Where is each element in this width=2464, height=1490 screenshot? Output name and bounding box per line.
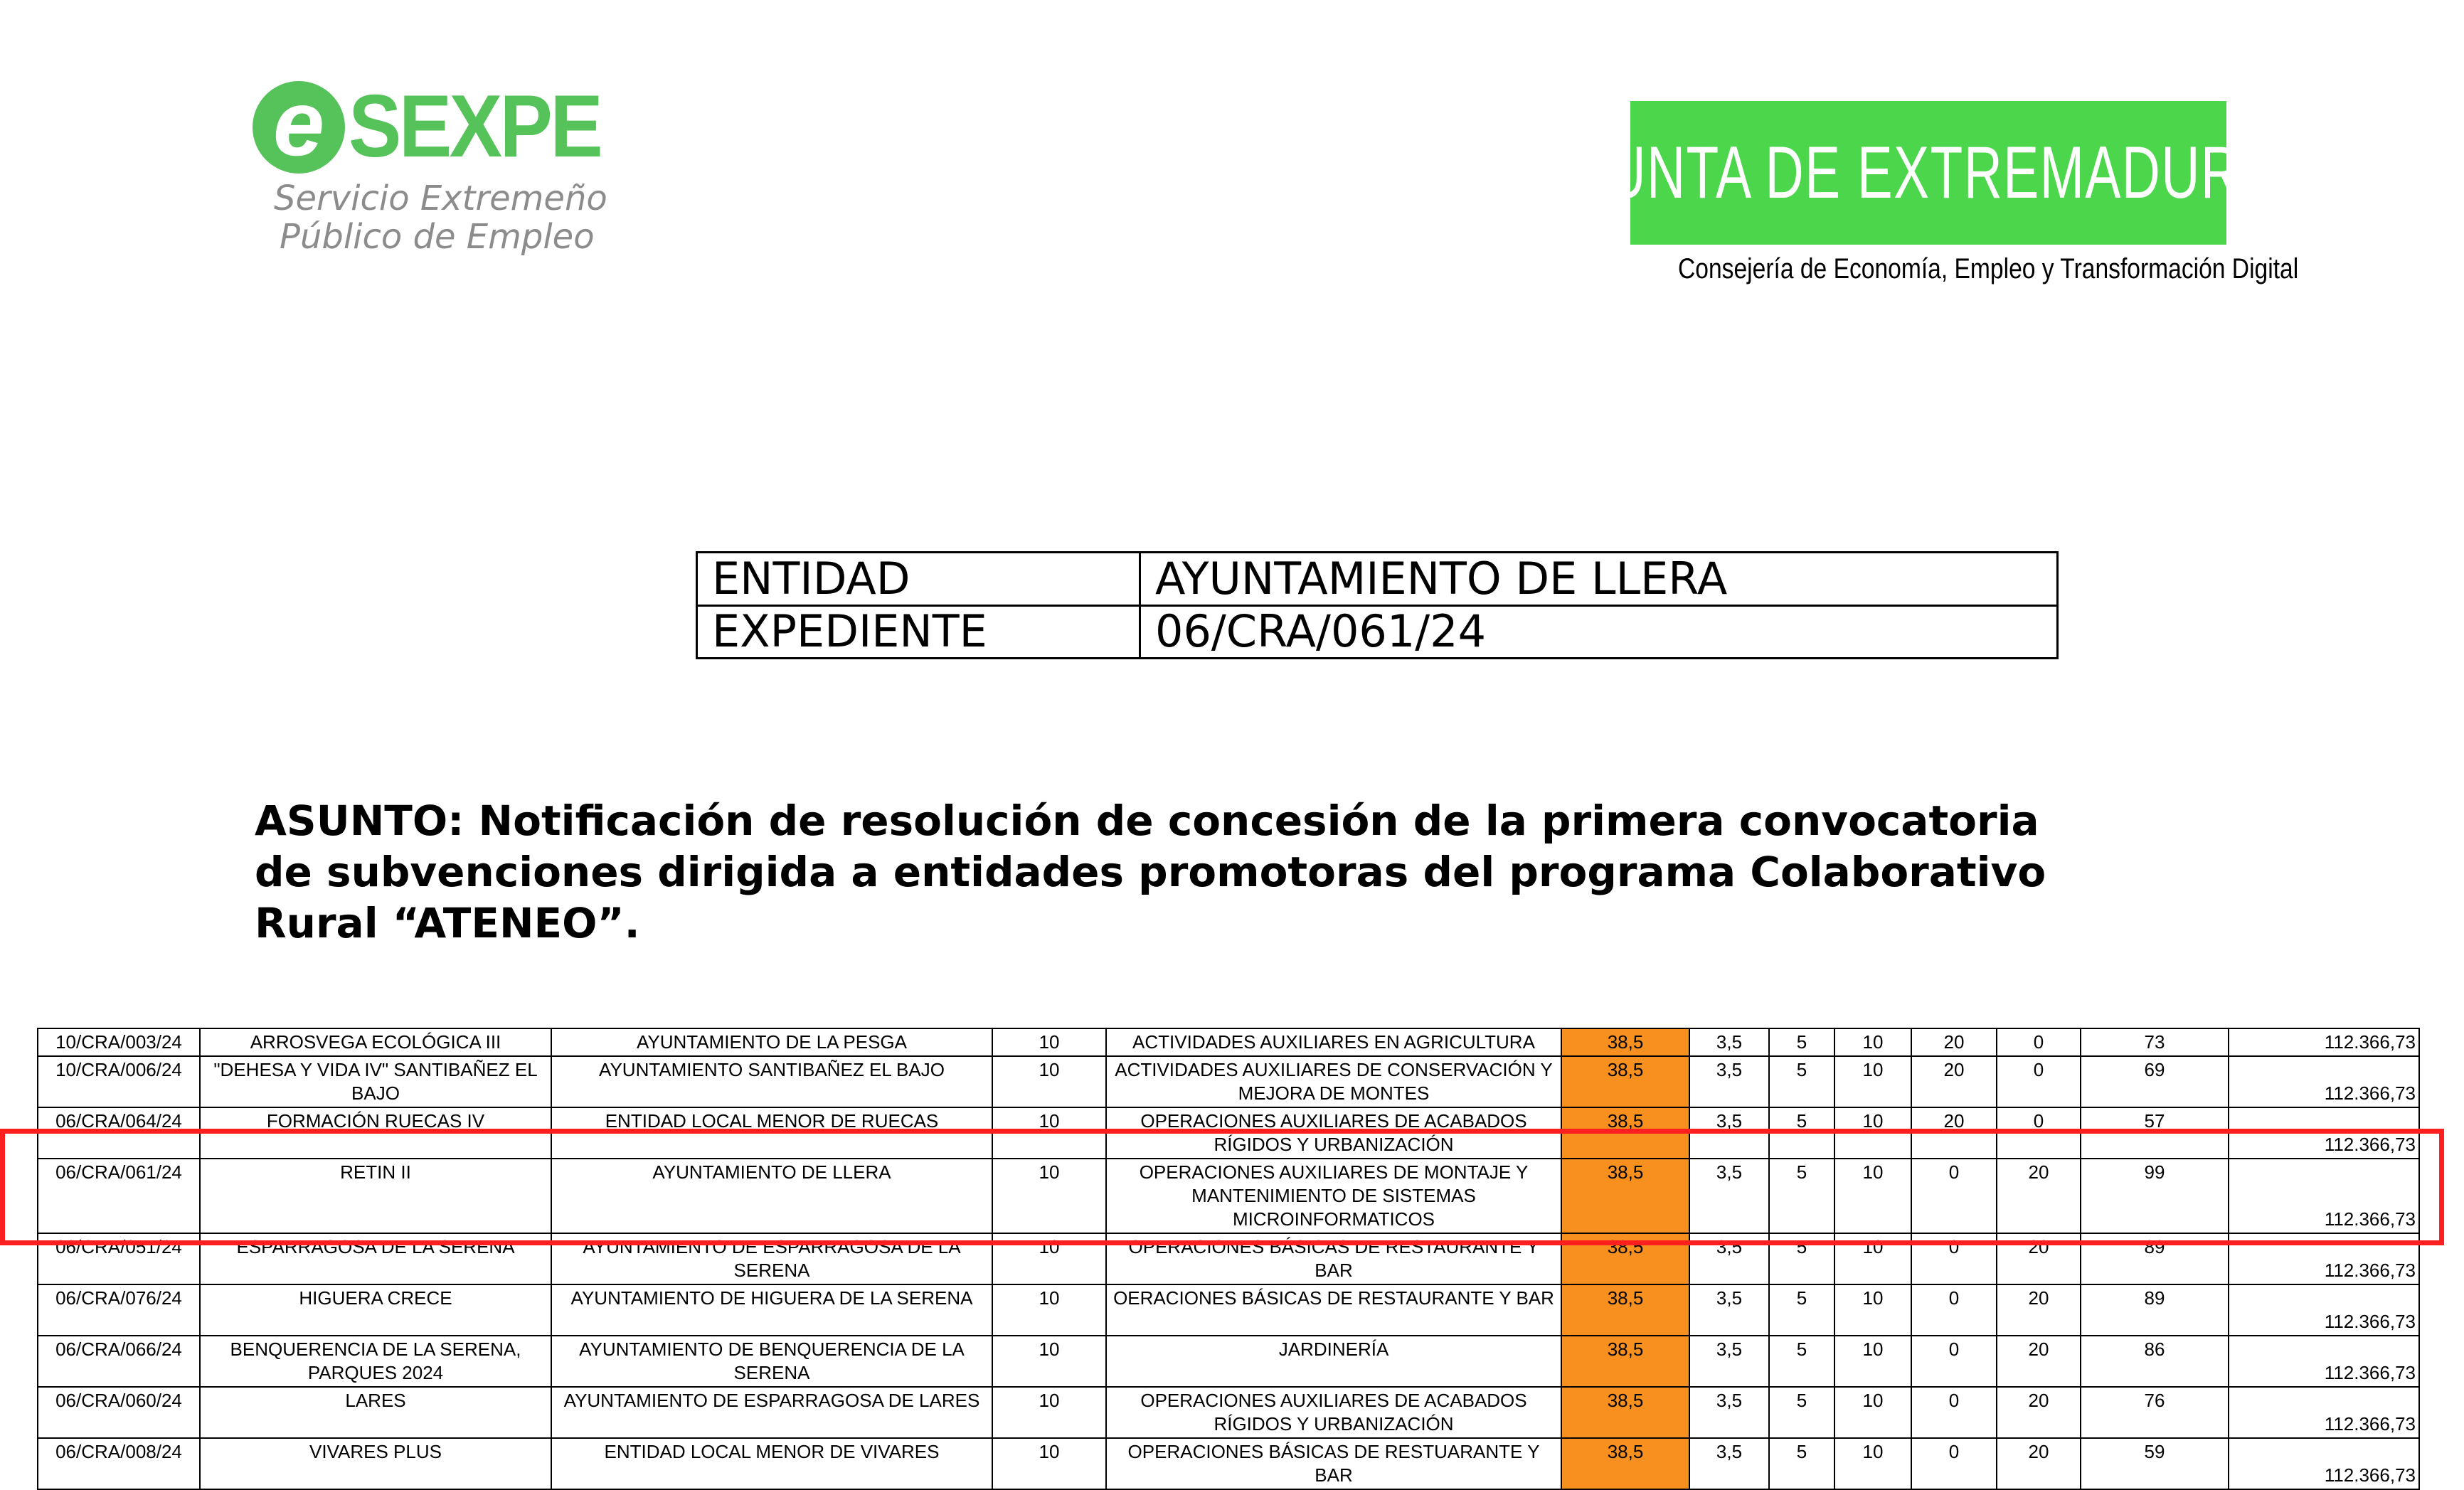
value-d-cell: 0: [1911, 1387, 1997, 1438]
value-d-cell: 0: [1911, 1336, 1997, 1387]
value-e-cell: 20: [1997, 1336, 2081, 1387]
junta-logo-text: JUNTA DE EXTREMADURA: [1579, 132, 2278, 214]
value-b-cell: 5: [1769, 1107, 1834, 1159]
value-b-cell: 5: [1769, 1336, 1834, 1387]
score-cell: 89: [2081, 1233, 2229, 1284]
entity-cell: AYUNTAMIENTO DE LLERA: [551, 1159, 992, 1233]
rate-cell: 38,5: [1561, 1159, 1689, 1233]
value-d-cell: 0: [1911, 1284, 1997, 1336]
value-e-cell: 20: [1997, 1387, 2081, 1438]
participants-cell: 10: [992, 1056, 1106, 1107]
rate-cell: 38,5: [1561, 1028, 1689, 1056]
score-cell: 57: [2081, 1107, 2229, 1159]
table-row: [38, 1028, 2419, 1056]
value-a-cell: 3,5: [1689, 1387, 1769, 1438]
total-cell: 112.366,73: [2229, 1107, 2419, 1159]
concession-table: [37, 1028, 2420, 1490]
sexpe-wordmark: SEXPE: [349, 78, 601, 176]
entity-cell: AYUNTAMIENTO SANTIBAÑEZ EL BAJO: [551, 1056, 992, 1107]
score-cell: 69: [2081, 1056, 2229, 1107]
value-d-cell: 20: [1911, 1107, 1997, 1159]
total-cell: 112.366,73: [2229, 1056, 2419, 1107]
expediente-cell: 10/CRA/003/24: [38, 1028, 200, 1056]
value-b-cell: 5: [1769, 1159, 1834, 1233]
rate-cell: 38,5: [1561, 1336, 1689, 1387]
table-row: [38, 1233, 2419, 1284]
rate-cell: 38,5: [1561, 1284, 1689, 1336]
expediente-cell: 06/CRA/008/24: [38, 1438, 200, 1489]
table-row: [38, 1107, 2419, 1159]
table-row: [38, 1056, 2419, 1107]
participants-cell: 10: [992, 1028, 1106, 1056]
value-e-cell: 20: [1997, 1438, 2081, 1489]
total-cell: 112.366,73: [2229, 1159, 2419, 1233]
sexpe-subtitle-line1: Servicio Extremeño: [274, 179, 607, 218]
specialty-cell: OPERACIONES BÁSICAS DE RESTAURANTE Y BAR: [1106, 1233, 1561, 1284]
expediente-cell: 10/CRA/006/24: [38, 1056, 200, 1107]
project-cell: LARES: [200, 1387, 551, 1438]
entidad-row: [697, 553, 2058, 606]
expediente-cell: 06/CRA/060/24: [38, 1387, 200, 1438]
participants-cell: 10: [992, 1233, 1106, 1284]
value-e-cell: 0: [1997, 1056, 2081, 1107]
table-row: [38, 1284, 2419, 1336]
rate-cell: 38,5: [1561, 1107, 1689, 1159]
value-c-cell: 10: [1834, 1028, 1911, 1056]
expediente-cell: 06/CRA/064/24: [38, 1107, 200, 1159]
project-cell: HIGUERA CRECE: [200, 1284, 551, 1336]
value-e-cell: 0: [1997, 1028, 2081, 1056]
value-e-cell: 0: [1997, 1107, 2081, 1159]
table-row: [38, 1159, 2419, 1233]
sexpe-subtitle-line2: Público de Empleo: [280, 217, 595, 257]
score-cell: 99: [2081, 1159, 2229, 1233]
expediente-value: 06/CRA/061/24: [1140, 605, 2058, 659]
value-c-cell: 10: [1834, 1336, 1911, 1387]
value-b-cell: 5: [1769, 1056, 1834, 1107]
expediente-cell: 06/CRA/061/24: [38, 1159, 200, 1233]
value-d-cell: 0: [1911, 1159, 1997, 1233]
junta-logo: [1579, 101, 2278, 245]
expediente-label: EXPEDIENTE: [697, 605, 1140, 659]
participants-cell: 10: [992, 1284, 1106, 1336]
value-b-cell: 5: [1769, 1028, 1834, 1056]
score-cell: 89: [2081, 1284, 2229, 1336]
total-cell: 112.366,73: [2229, 1336, 2419, 1387]
subject-heading: ASUNTO: Notificación de resolución de concesión de la primera convocatoria de subvenciones dirigida a entidades promotoras del programa Colaborativo Rural “ATENEO”.: [255, 797, 2046, 947]
entity-cell: AYUNTAMIENTO DE ESPARRAGOSA DE LARES: [551, 1387, 992, 1438]
value-a-cell: 3,5: [1689, 1159, 1769, 1233]
entity-cell: AYUNTAMIENTO DE BENQUERENCIA DE LA SERENA: [551, 1336, 992, 1387]
score-cell: 59: [2081, 1438, 2229, 1489]
value-c-cell: 10: [1834, 1107, 1911, 1159]
project-cell: VIVARES PLUS: [200, 1438, 551, 1489]
sexpe-e-icon: e: [253, 81, 345, 174]
value-e-cell: 20: [1997, 1159, 2081, 1233]
value-b-cell: 5: [1769, 1438, 1834, 1489]
value-e-cell: 20: [1997, 1284, 2081, 1336]
value-b-cell: 5: [1769, 1387, 1834, 1438]
entidad-value: AYUNTAMIENTO DE LLERA: [1140, 553, 2058, 606]
value-d-cell: 20: [1911, 1056, 1997, 1107]
value-b-cell: 5: [1769, 1284, 1834, 1336]
expediente-cell: 06/CRA/066/24: [38, 1336, 200, 1387]
expediente-cell: 06/CRA/076/24: [38, 1284, 200, 1336]
table-row: [38, 1387, 2419, 1438]
entity-cell: ENTIDAD LOCAL MENOR DE RUECAS: [551, 1107, 992, 1159]
project-cell: RETIN II: [200, 1159, 551, 1233]
value-d-cell: 0: [1911, 1438, 1997, 1489]
total-cell: 112.366,73: [2229, 1438, 2419, 1489]
specialty-cell: ACTIVIDADES AUXILIARES DE CONSERVACIÓN Y MEJORA DE MONTES: [1106, 1056, 1561, 1107]
value-d-cell: 0: [1911, 1233, 1997, 1284]
expediente-cell: 06/CRA/051/24: [38, 1233, 200, 1284]
value-a-cell: 3,5: [1689, 1107, 1769, 1159]
specialty-cell: JARDINERÍA: [1106, 1336, 1561, 1387]
participants-cell: 10: [992, 1159, 1106, 1233]
value-c-cell: 10: [1834, 1233, 1911, 1284]
participants-cell: 10: [992, 1438, 1106, 1489]
junta-department: Consejería de Economía, Empleo y Transformación Digital: [1678, 253, 2299, 284]
value-a-cell: 3,5: [1689, 1028, 1769, 1056]
project-cell: "DEHESA Y VIDA IV" SANTIBAÑEZ EL BAJO: [200, 1056, 551, 1107]
project-cell: ARROSVEGA ECOLÓGICA III: [200, 1028, 551, 1056]
score-cell: 86: [2081, 1336, 2229, 1387]
specialty-cell: OERACIONES BÁSICAS DE RESTAURANTE Y BAR: [1106, 1284, 1561, 1336]
value-a-cell: 3,5: [1689, 1056, 1769, 1107]
specialty-cell: ACTIVIDADES AUXILIARES EN AGRICULTURA: [1106, 1028, 1561, 1056]
table-row: [38, 1438, 2419, 1489]
project-cell: BENQUERENCIA DE LA SERENA, PARQUES 2024: [200, 1336, 551, 1387]
value-c-cell: 10: [1834, 1159, 1911, 1233]
entity-info-table: [696, 551, 2059, 659]
value-d-cell: 20: [1911, 1028, 1997, 1056]
sexpe-logo: [253, 71, 608, 262]
value-a-cell: 3,5: [1689, 1438, 1769, 1489]
entidad-label: ENTIDAD: [697, 553, 1140, 606]
total-cell: 112.366,73: [2229, 1284, 2419, 1336]
rate-cell: 38,5: [1561, 1438, 1689, 1489]
value-a-cell: 3,5: [1689, 1284, 1769, 1336]
specialty-cell: OPERACIONES BÁSICAS DE RESTUARANTE Y BAR: [1106, 1438, 1561, 1489]
specialty-cell: OPERACIONES AUXILIARES DE MONTAJE Y MANTENIMIENTO DE SISTEMAS MICROINFORMATICOS: [1106, 1159, 1561, 1233]
participants-cell: 10: [992, 1336, 1106, 1387]
rate-cell: 38,5: [1561, 1387, 1689, 1438]
project-cell: ESPARRAGOSA DE LA SERENA: [200, 1233, 551, 1284]
specialty-cell: OPERACIONES AUXILIARES DE ACABADOS RÍGIDOS Y URBANIZACIÓN: [1106, 1107, 1561, 1159]
value-c-cell: 10: [1834, 1387, 1911, 1438]
participants-cell: 10: [992, 1107, 1106, 1159]
rate-cell: 38,5: [1561, 1056, 1689, 1107]
entity-cell: AYUNTAMIENTO DE ESPARRAGOSA DE LA SERENA: [551, 1233, 992, 1284]
expediente-row: [697, 605, 2058, 659]
value-b-cell: 5: [1769, 1233, 1834, 1284]
participants-cell: 10: [992, 1387, 1106, 1438]
value-a-cell: 3,5: [1689, 1233, 1769, 1284]
table-row: [38, 1336, 2419, 1387]
value-c-cell: 10: [1834, 1056, 1911, 1107]
score-cell: 76: [2081, 1387, 2229, 1438]
total-cell: 112.366,73: [2229, 1233, 2419, 1284]
value-c-cell: 10: [1834, 1284, 1911, 1336]
total-cell: 112.366,73: [2229, 1028, 2419, 1056]
entity-cell: AYUNTAMIENTO DE LA PESGA: [551, 1028, 992, 1056]
value-c-cell: 10: [1834, 1438, 1911, 1489]
value-e-cell: 20: [1997, 1233, 2081, 1284]
entity-cell: ENTIDAD LOCAL MENOR DE VIVARES: [551, 1438, 992, 1489]
project-cell: FORMACIÓN RUECAS IV: [200, 1107, 551, 1159]
specialty-cell: OPERACIONES AUXILIARES DE ACABADOS RÍGIDOS Y URBANIZACIÓN: [1106, 1387, 1561, 1438]
score-cell: 73: [2081, 1028, 2229, 1056]
rate-cell: 38,5: [1561, 1233, 1689, 1284]
total-cell: 112.366,73: [2229, 1387, 2419, 1438]
entity-cell: AYUNTAMIENTO DE HIGUERA DE LA SERENA: [551, 1284, 992, 1336]
value-a-cell: 3,5: [1689, 1336, 1769, 1387]
